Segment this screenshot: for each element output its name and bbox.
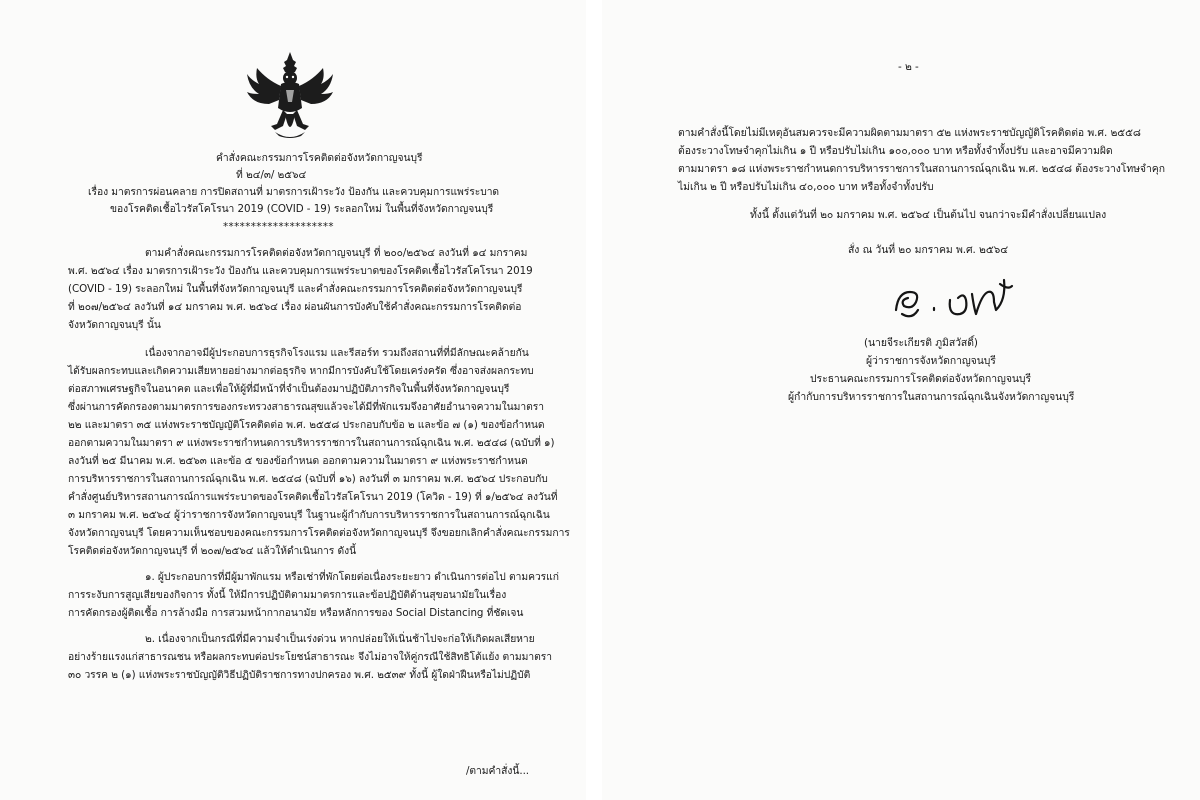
paragraph-line: จังหวัดกาญจนบุรี นั้น <box>68 319 161 331</box>
paragraph-line: ลงวันที่ ๒๕ มีนาคม พ.ศ. ๒๕๖๓ และข้อ ๕ ของข้อกำหนด ออกตามความในมาตรา ๙ แห่งพระราชกำหนด <box>68 455 528 467</box>
ordered-date: สั่ง ณ วันที่ ๒๐ มกราคม พ.ศ. ๒๕๖๔ <box>848 244 1009 256</box>
paragraph-line: คำสั่งศูนย์บริหารสถานการณ์การแพร่ระบาดของโรคติดเชื้อไวรัสโคโรนา 2019 (โควิด - 19) ที่ ๑/๒๕๖๔ ลงวันที่ <box>68 491 558 503</box>
paragraph-line: ตามคำสั่งคณะกรรมการโรคติดต่อจังหวัดกาญจนบุรี ที่ ๒๐๐/๒๕๖๔ ลงวันที่ ๑๔ มกราคม <box>145 247 528 259</box>
paragraph-line: ๒๒ และมาตรา ๓๕ แห่งพระราชบัญญัติโรคติดต่อ พ.ศ. ๒๕๕๘ ประกอบกับข้อ ๒ และข้อ ๗ (๑) ของข้อกำหนด <box>68 419 545 431</box>
order-number: ที่ ๒๔/๓/ ๒๕๖๔ <box>236 169 307 181</box>
paragraph-line: ได้รับผลกระทบและเกิดความเสียหายอย่างมากต่อธุรกิจ หากมีการบังคับใช้โดยเคร่งครัด ซึ่งอาจส่งผลกระทบ <box>68 365 534 377</box>
signer-title: ประธานคณะกรรมการโรคติดต่อจังหวัดกาญจนบุรี <box>810 373 1032 385</box>
paragraph-line: ๑. ผู้ประกอบการที่มีผู้มาพักแรม หรือเช่าที่พักโดยต่อเนื่องระยะยาว ดำเนินการต่อไป ตามควรแก่ <box>145 571 559 583</box>
handwritten-signature <box>888 270 1028 330</box>
paragraph-line: ออกตามความในมาตรา ๙ แห่งพระราชกำหนดการบริหารราชการในสถานการณ์ฉุกเฉิน พ.ศ. ๒๕๔๘ (ฉบับที่ ๑) <box>68 437 555 449</box>
effective-date-line: ทั้งนี้ ตั้งแต่วันที่ ๒๐ มกราคม พ.ศ. ๒๕๖๔ เป็นต้นไป จนกว่าจะมีคำสั่งเปลี่ยนแปลง <box>750 209 1107 221</box>
signer-name: (นายจีระเกียรติ ภูมิสวัสดิ์) <box>864 337 978 349</box>
continuation-marker: /ตามคำสั่งนี้... <box>466 765 530 777</box>
signer-title: ผู้ว่าราชการจังหวัดกาญจนบุรี <box>866 355 996 367</box>
separator-stars: ******************** <box>223 221 334 233</box>
paragraph-line: ซึ่งผ่านการคัดกรองตามมาตรการของกระทรวงสาธารณสุขแล้วจะได้มีที่พักแรมจึงอาศัยอำนาจความในมาตรา <box>68 401 544 413</box>
order-title: คำสั่งคณะกรรมการโรคติดต่อจังหวัดกาญจนบุรี <box>216 152 423 164</box>
paragraph-line: เนื่องจากอาจมีผู้ประกอบการธุรกิจโรงแรม และรีสอร์ท รวมถึงสถานที่ที่มีลักษณะคล้ายกัน <box>145 347 529 359</box>
paragraph-line: (COVID - 19) ระลอกใหม่ ในพื้นที่จังหวัดกาญจนบุรี และคำสั่งคณะกรรมการโรคติดต่อจังหวัดกาญจนบุรี <box>68 283 523 295</box>
paragraph-line: การระงับการสูญเสียของกิจการ ทั้งนี้ ให้มีการปฏิบัติตามมาตรการและข้อปฏิบัติด้านสุขอนามัยในเรื่อง <box>68 589 507 601</box>
paragraph-line: การคัดกรองผู้ติดเชื้อ การล้างมือ การสวมหน้ากากอนามัย หรือหลักการของ Social Distancing ที่ชัดเจน <box>68 607 524 619</box>
subject-line-1: เรื่อง มาตรการผ่อนคลาย การปิดสถานที่ มาตรการเฝ้าระวัง ป้องกัน และควบคุมการแพร่ระบาด <box>88 186 500 198</box>
paragraph-line: ไม่เกิน ๒ ปี หรือปรับไม่เกิน ๔๐,๐๐๐ บาท หรือทั้งจำทั้งปรับ <box>678 181 934 193</box>
paragraph-line: ๓๐ วรรค ๒ (๑) แห่งพระราชบัญญัติวิธีปฏิบัติราชการทางปกครอง พ.ศ. ๒๕๓๙ ทั้งนี้ ผู้ใดฝ่าฝืนหรือไม่ปฏิบัติ <box>68 669 531 681</box>
paragraph-line: โรคติดต่อจังหวัดกาญจนบุรี ที่ ๒๐๗/๒๕๖๔ แล้วให้ดำเนินการ ดังนี้ <box>68 545 357 557</box>
subject-line-2: ของโรคติดเชื้อไวรัสโคโรนา 2019 (COVID - 19) ระลอกใหม่ ในพื้นที่จังหวัดกาญจนบุรี <box>110 203 494 215</box>
paragraph-line: ต้องระวางโทษจำคุกไม่เกิน ๑ ปี หรือปรับไม่เกิน ๑๐๐,๐๐๐ บาท หรือทั้งจำทั้งปรับ และอาจมีความผิด <box>678 145 1113 157</box>
garuda-emblem-icon <box>245 50 335 142</box>
document-page-2 <box>602 0 1200 800</box>
document-page-1 <box>0 0 586 800</box>
paragraph-line: ตามคำสั่งนี้โดยไม่มีเหตุอันสมควรจะมีความผิดตามมาตรา ๕๒ แห่งพระราชบัญญัติโรคติดต่อ พ.ศ. ๒๕๕๘ <box>678 127 1141 139</box>
paragraph-line: ที่ ๒๐๗/๒๕๖๔ ลงวันที่ ๑๔ มกราคม พ.ศ. ๒๕๖๔ เรื่อง ผ่อนผันการบังคับใช้คำสั่งคณะกรรมการโรคติดต่อ <box>68 301 522 313</box>
paragraph-line: ตามมาตรา ๑๘ แห่งพระราชกำหนดการบริหารราชการในสถานการณ์ฉุกเฉิน พ.ศ. ๒๕๔๘ ต้องระวางโทษจำคุก <box>678 163 1165 175</box>
signer-title: ผู้กำกับการบริหารราชการในสถานการณ์ฉุกเฉินจังหวัดกาญจนบุรี <box>788 391 1075 403</box>
paragraph-line: การบริหารราชการในสถานการณ์ฉุกเฉิน พ.ศ. ๒๕๔๘ (ฉบับที่ ๑๖) ลงวันที่ ๓ มกราคม พ.ศ. ๒๕๖๔ ประกอบกับ <box>68 473 548 485</box>
paragraph-line: อย่างร้ายแรงแก่สาธารณชน หรือผลกระทบต่อประโยชน์สาธารณะ จึงไม่อาจให้คู่กรณีใช้สิทธิโต้แย้ง ตามมาตรา <box>68 651 552 663</box>
paragraph-line: ๓ มกราคม พ.ศ. ๒๕๖๔ ผู้ว่าราชการจังหวัดกาญจนบุรี ในฐานะผู้กำกับการบริหารราชการในสถานการณ์ฉุกเฉิน <box>68 509 550 521</box>
page-number: - ๒ - <box>898 61 919 73</box>
page-gutter <box>586 0 602 800</box>
paragraph-line: พ.ศ. ๒๕๖๔ เรื่อง มาตรการเฝ้าระวัง ป้องกัน และควบคุมการแพร่ระบาดของโรคติดเชื้อไวรัสโคโรนา 2019 <box>68 265 533 277</box>
paragraph-line: ต่อสภาพเศรษฐกิจในอนาคต และเพื่อให้ผู้ที่มีหน้าที่จำเป็นต้องมาปฏิบัติภารกิจในพื้นที่จังหวัดกาญจนบุรี <box>68 383 510 395</box>
paragraph-line: ๒. เนื่องจากเป็นกรณีที่มีความจำเป็นเร่งด่วน หากปล่อยให้เนิ่นช้าไปจะก่อให้เกิดผลเสียหาย <box>145 633 535 645</box>
paragraph-line: จังหวัดกาญจนบุรี โดยความเห็นชอบของคณะกรรมการโรคติดต่อจังหวัดกาญจนบุรี จึงขอยกเลิกคำสั่งคณะกรรมการ <box>68 527 570 539</box>
